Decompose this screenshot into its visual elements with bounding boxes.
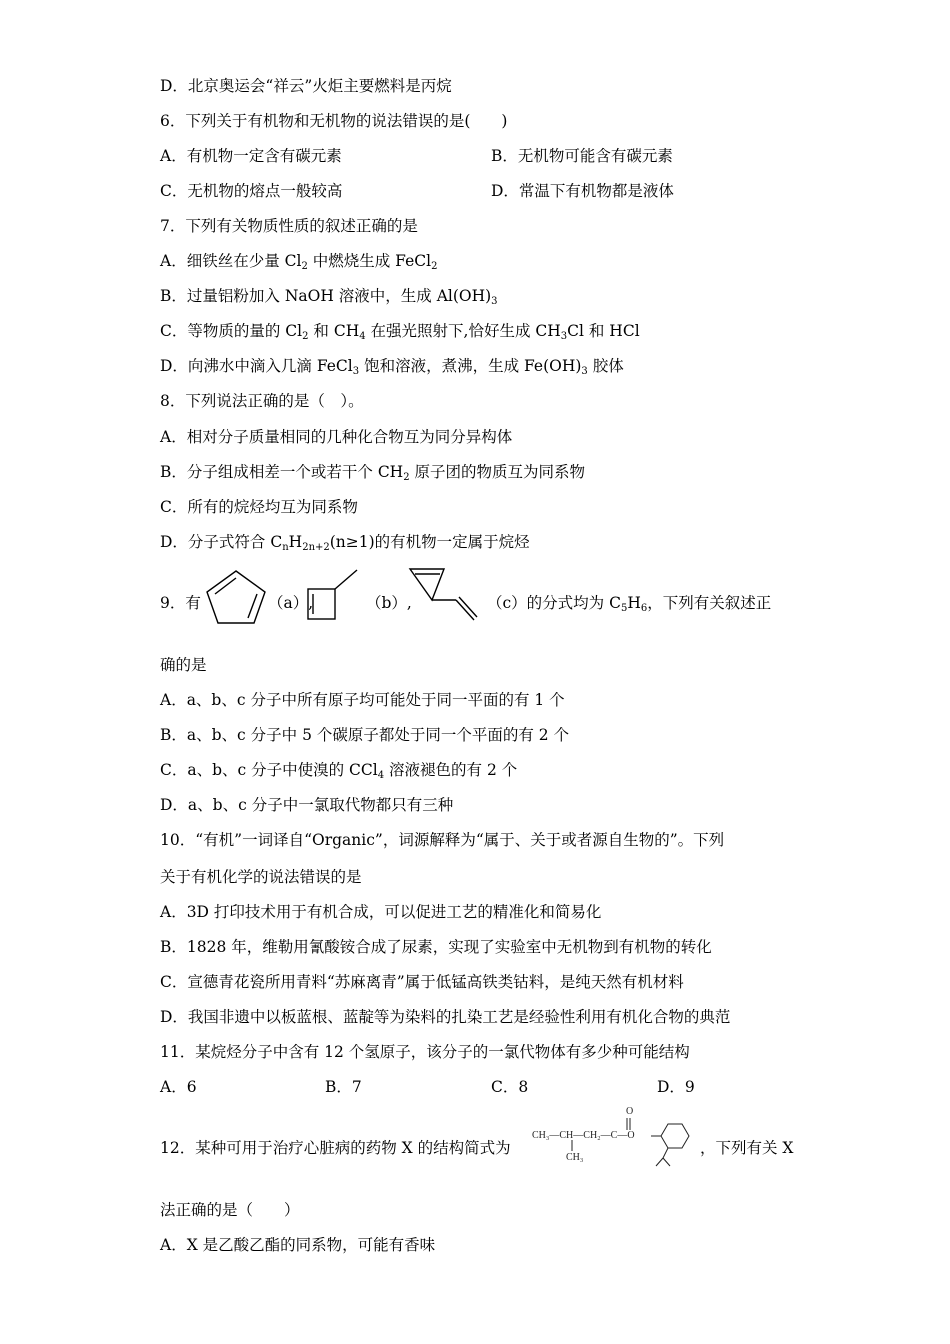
q11-option-c: C．8 bbox=[491, 1078, 529, 1096]
main-chain-label: CH₃—CH—CH₂—C—O bbox=[532, 1130, 635, 1141]
q10-option-c: C．宣德青花瓷所用青料“苏麻离青”属于低锰高铁类钴料，是纯天然有机材料 bbox=[160, 973, 684, 991]
methyl-branch-label: CH₃ bbox=[566, 1152, 584, 1163]
q8-option-b: B．分子组成相差一个或若干个 $CH_2$ 原子团的物质互为同系物 bbox=[160, 463, 586, 483]
q9-label-b: （b）, bbox=[366, 594, 412, 612]
q9-prefix: 9．有 bbox=[160, 594, 201, 612]
q11-option-d: D．9 bbox=[657, 1078, 695, 1096]
q9-option-d: D．a、b、c 分子中一氯取代物都只有三种 bbox=[160, 796, 454, 814]
q8-option-a: A．相对分子质量相同的几种化合物互为同分异构体 bbox=[160, 428, 513, 446]
q9-option-b: B．a、b、c 分子中 5 个碳原子都处于同一个平面的有 2 个 bbox=[160, 726, 570, 744]
q11-option-b: B．7 bbox=[325, 1078, 362, 1096]
q6-option-c: C．无机物的熔点一般较高 bbox=[160, 182, 343, 200]
q11-stem: 11．某烷烃分子中含有 12 个氢原子，该分子的一氯代物体有多少种可能结构 bbox=[160, 1043, 690, 1061]
q9-stem-line2: 确的是 bbox=[160, 656, 207, 674]
q9-option-a: A．a、b、c 分子中所有原子均可能处于同一平面的有 1 个 bbox=[160, 691, 565, 709]
q8-stem: 8．下列说法正确的是（ ）。 bbox=[160, 392, 364, 410]
q10-stem-line1: 10．“有机”一词译自“Organic”，词源解释为“属于、关于或者源自生物的”。下列 bbox=[160, 831, 725, 849]
vinylcyclopropene-structure-c bbox=[404, 562, 480, 626]
q7-option-b: B．过量铝粉加入 NaOH 溶液中，生成 $Al(OH)_3$ bbox=[160, 287, 498, 307]
q12-stem-post: ，下列有关 X bbox=[700, 1139, 794, 1157]
q7-option-c: C．等物质的量的 $Cl_2$ 和 $CH_4$ 在强光照射下,恰好生成 $CH_3Cl$ 和 HCl bbox=[160, 322, 640, 342]
q6-option-a: A．有机物一定含有碳元素 bbox=[160, 147, 342, 165]
q10-stem-line2: 关于有机化学的说法错误的是 bbox=[160, 868, 362, 886]
q10-option-d: D．我国非遗中以板蓝根、蓝靛等为染料的扎染工艺是经验性利用有机化合物的典范 bbox=[160, 1008, 731, 1026]
q7-option-a: A．细铁丝在少量 $Cl_2$ 中燃烧生成 FeCl$_2$ bbox=[160, 252, 438, 272]
q12-option-a: A．X 是乙酸乙酯的同系物，可能有香味 bbox=[160, 1236, 436, 1254]
q7-stem: 7．下列有关物质性质的叙述正确的是 bbox=[160, 217, 418, 235]
q12-stem-line2: 法正确的是（ ） bbox=[160, 1201, 300, 1219]
drug-x-structure bbox=[530, 1106, 696, 1170]
q6-option-d: D．常温下有机物都是液体 bbox=[491, 182, 674, 200]
q6-stem: 6．下列关于有机物和无机物的说法错误的是( ) bbox=[160, 112, 508, 130]
cyclopentadiene-structure-a bbox=[203, 568, 269, 626]
q7-option-d: D．向沸水中滴入几滴 FeCl$_3$ 饱和溶液，煮沸，生成 $Fe(OH)_3$ 胶体 bbox=[160, 357, 624, 377]
q9-stem-tail: （c）的分式均为 $C_5H_6$，下列有关叙述正 bbox=[487, 594, 772, 614]
q10-option-b: B．1828 年，维勒用氰酸铵合成了尿素，实现了实验室中无机物到有机物的转化 bbox=[160, 938, 712, 956]
q6-option-b: B．无机物可能含有碳元素 bbox=[491, 147, 673, 165]
q5-option-d: D．北京奥运会“祥云”火炬主要燃料是丙烷 bbox=[160, 77, 452, 95]
q11-option-a: A．6 bbox=[160, 1078, 197, 1096]
q9-option-c: C．a、b、c 分子中使溴的 CCl$_4$ 溶液褪色的有 2 个 bbox=[160, 761, 518, 781]
q8-option-d: D．分子式符合 $C_nH_{2n+2}(n\ge 1)$的有机物一定属于烷烃 bbox=[160, 533, 530, 553]
q12-stem-pre: 12．某种可用于治疗心脏病的药物 X 的结构简式为 bbox=[160, 1139, 511, 1157]
q9-label-a: （a）, bbox=[268, 594, 314, 612]
carbonyl-oxygen-label: O bbox=[626, 1106, 634, 1117]
methylcyclobutadiene-structure-b bbox=[303, 567, 359, 627]
q8-option-c: C．所有的烷烃均互为同系物 bbox=[160, 498, 358, 516]
q10-option-a: A．3D 打印技术用于有机合成，可以促进工艺的精准化和简易化 bbox=[160, 903, 602, 921]
